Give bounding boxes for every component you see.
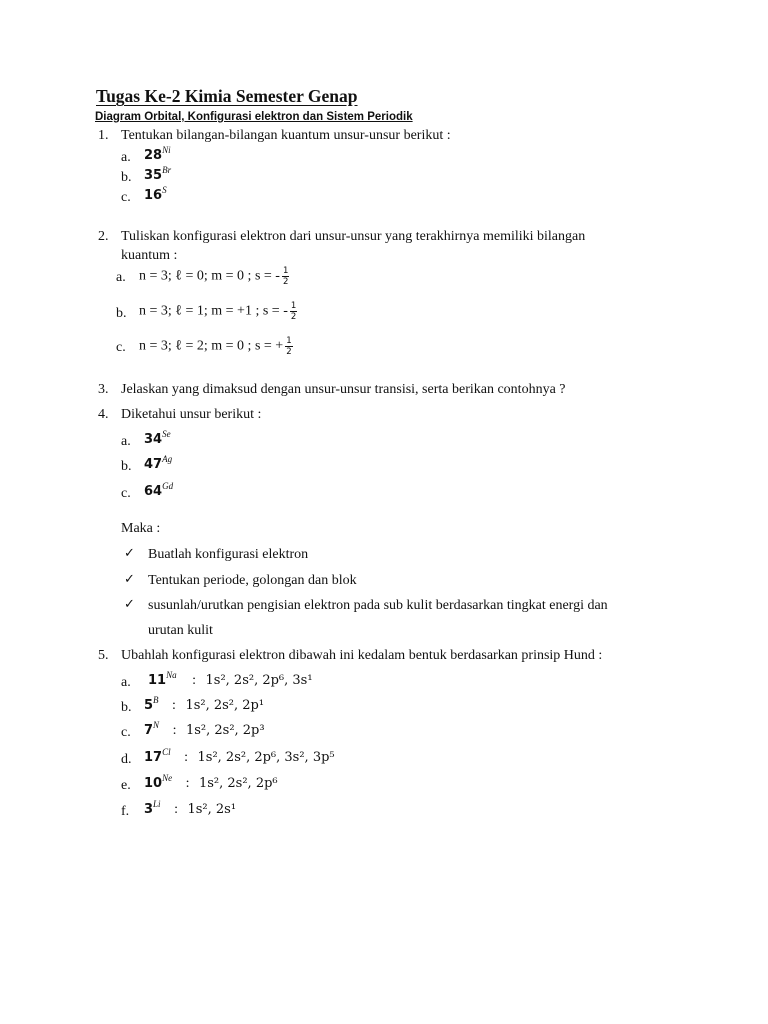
question-4-number: 4. — [98, 407, 109, 422]
atomic-number: 11 — [148, 673, 167, 688]
electron-configuration: 1s², 2s¹ — [187, 802, 237, 817]
q1-item-a-element — [144, 145, 171, 164]
element-symbol: Ne — [162, 773, 173, 783]
element-symbol: Cl — [162, 747, 171, 757]
question-1-text: Tentukan bilangan-bilangan kuantum unsur-unsur berikut : — [121, 128, 451, 143]
element-symbol: B — [153, 695, 159, 705]
q5-item-a-element: $11^{Na}$ : 1s², 2s², 2p⁶, 3s¹ — [148, 670, 313, 688]
element-symbol: Na — [166, 670, 177, 680]
atomic-number: 5 — [144, 698, 154, 713]
question-1-number: 1. — [98, 128, 109, 143]
spin-fraction: $\frac{1}{2}$ — [290, 301, 297, 322]
check-item-1: Buatlah konfigurasi elektron — [148, 547, 309, 562]
q1-item-b-element — [144, 165, 172, 184]
q1-item-a-label: a. — [121, 150, 131, 165]
check-icon: ✓ — [124, 572, 135, 587]
question-2-text-line2: kuantum : — [121, 248, 178, 263]
maka-label: Maka : — [121, 521, 161, 536]
q4-item-a-element — [144, 429, 171, 448]
q5-item-e-element: $10^{Ne}$ : 1s², 2s², 2p⁶ — [144, 773, 278, 791]
q2-item-c-label: c. — [116, 340, 126, 355]
q5-item-b-element: $5^B$ : 1s², 2s², 2p¹ — [144, 695, 265, 713]
spin-fraction: $\frac{1}{2}$ — [282, 266, 289, 287]
q4-item-c-label: c. — [121, 486, 131, 501]
q1-item-c-label: c. — [121, 190, 131, 205]
check-item-3: susunlah/urutkan pengisian elektron pada sub kulit berdasarkan tingkat energi dan — [148, 598, 608, 613]
electron-configuration: 1s², 2s², 2p⁶ — [198, 776, 278, 791]
element-symbol: Li — [153, 799, 161, 809]
q5-item-d-label: d. — [121, 752, 132, 767]
q5-item-d-element: $17^{Cl}$ : 1s², 2s², 2p⁶, 3s², 3p⁵ — [144, 747, 335, 765]
element-symbol: Ag — [162, 454, 173, 464]
atomic-number: 28 — [144, 148, 163, 163]
question-3-number: 3. — [98, 382, 109, 397]
electron-configuration: 1s², 2s², 2p⁶, 3s², 3p⁵ — [197, 750, 335, 765]
question-5-number: 5. — [98, 648, 109, 663]
electron-configuration: 1s², 2s², 2p⁶, 3s¹ — [205, 673, 313, 688]
question-2-text-line1: Tuliskan konfigurasi elektron dari unsur-unsur yang terakhirnya memiliki bilangan — [121, 229, 586, 244]
q2-item-c-quantum — [139, 336, 293, 357]
electron-configuration: 1s², 2s², 2p³ — [185, 723, 265, 738]
page-subtitle: Diagram Orbital, Konfigurasi elektron dan Sistem Periodik — [95, 111, 413, 123]
question-2-number: 2. — [98, 229, 109, 244]
element-symbol: Ni — [162, 145, 171, 155]
question-3-text: Jelaskan yang dimaksud dengan unsur-unsur transisi, serta berikan contohnya ? — [121, 382, 566, 397]
q1-item-b-label: b. — [121, 170, 132, 185]
q5-item-c-label: c. — [121, 725, 131, 740]
check-item-2: Tentukan periode, golongan dan blok — [148, 573, 357, 588]
q4-item-a-label: a. — [121, 434, 131, 449]
atomic-number: 35 — [144, 168, 163, 183]
question-5-text: Ubahlah konfigurasi elektron dibawah ini kedalam bentuk berdasarkan prinsip Hund : — [121, 648, 603, 663]
check-item-3-continued: urutan kulit — [148, 623, 213, 638]
q5-item-e-label: e. — [121, 778, 131, 793]
quantum-numbers: n = 3; ℓ = 0; m = 0 ; s = - — [139, 268, 280, 284]
quantum-numbers: n = 3; ℓ = 2; m = 0 ; s = + — [139, 338, 284, 354]
page-title: Tugas Ke-2 Kimia Semester Genap — [96, 86, 358, 106]
q2-item-b-quantum — [139, 301, 297, 322]
element-symbol: S — [162, 185, 167, 195]
q1-item-c-element — [144, 185, 167, 204]
q2-item-a-quantum — [139, 266, 289, 287]
atomic-number: 10 — [144, 776, 163, 791]
element-symbol: Se — [162, 429, 171, 439]
atomic-number: 3 — [144, 802, 154, 817]
q4-item-b-element — [144, 454, 173, 473]
q2-item-b-label: b. — [116, 306, 127, 321]
q4-item-c-element — [144, 481, 174, 500]
q2-item-a-label: a. — [116, 270, 126, 285]
q5-item-b-label: b. — [121, 700, 132, 715]
quantum-numbers: n = 3; ℓ = 1; m = +1 ; s = - — [139, 303, 288, 319]
q5-item-f-label: f. — [121, 804, 130, 819]
atomic-number: 34 — [144, 432, 163, 447]
element-symbol: N — [153, 720, 160, 730]
q5-item-c-element: $7^N$ : 1s², 2s², 2p³ — [144, 720, 265, 738]
check-icon: ✓ — [124, 597, 135, 612]
electron-configuration: 1s², 2s², 2p¹ — [185, 698, 265, 713]
atomic-number: 7 — [144, 723, 154, 738]
question-4-text: Diketahui unsur berikut : — [121, 407, 262, 422]
atomic-number: 17 — [144, 750, 163, 765]
element-symbol: Gd — [162, 481, 174, 491]
spin-fraction: $\frac{1}{2}$ — [286, 336, 292, 357]
q5-item-a-label: a. — [121, 675, 131, 690]
element-symbol: Br — [162, 165, 172, 175]
atomic-number: 47 — [144, 457, 163, 472]
atomic-number: 16 — [144, 188, 163, 203]
q5-item-f-element: $3^{Li}$ : 1s², 2s¹ — [144, 799, 237, 817]
check-icon: ✓ — [124, 546, 135, 561]
atomic-number: 64 — [144, 484, 163, 499]
q4-item-b-label: b. — [121, 459, 132, 474]
